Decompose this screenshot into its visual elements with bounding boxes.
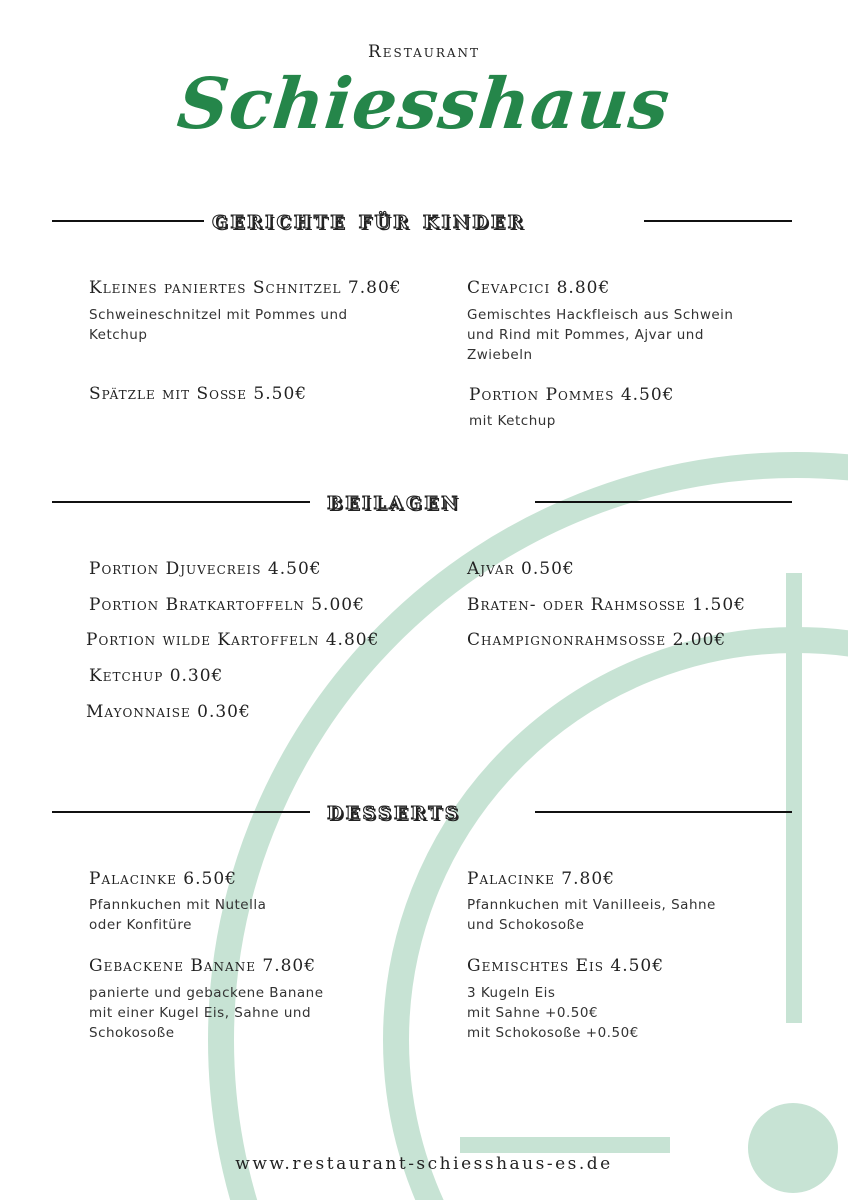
menu-item-name: Portion Pommes 4.50€ xyxy=(469,385,675,405)
menu-item-desc: oder Konfitüre xyxy=(89,917,192,933)
side-item: Portion Bratkartoffeln 5.00€ xyxy=(89,595,365,615)
section-rule-right xyxy=(535,501,792,503)
menu-item-desc: mit Sahne +0.50€ xyxy=(467,1005,598,1021)
side-item: Portion Djuvecreis 4.50€ xyxy=(89,559,322,579)
website-footer: www.restaurant-schiesshaus-es.de xyxy=(235,1154,613,1174)
section-rule-right xyxy=(535,811,792,813)
menu-item-desc: mit einer Kugel Eis, Sahne und xyxy=(89,1005,312,1021)
side-item: Braten- oder Rahmsoße 1.50€ xyxy=(467,595,746,615)
menu-item-desc: Ketchup xyxy=(89,327,148,343)
menu-item-name: Palacinke 7.80€ xyxy=(467,869,615,889)
menu-item-desc: 3 Kugeln Eis xyxy=(467,985,556,1001)
menu-item-name: Spätzle mit Soße 5.50€ xyxy=(89,384,308,404)
menu-item-desc: und Schokosoße xyxy=(467,917,585,933)
section-title-desserts: desserts xyxy=(327,796,461,825)
section-rule-left xyxy=(52,501,310,503)
menu-item-name: Cevapcici 8.80€ xyxy=(467,278,611,298)
side-item: Portion wilde Kartoffeln 4.80€ xyxy=(86,630,380,650)
menu-item-desc: Schweineschnitzel mit Pommes und xyxy=(89,307,348,323)
section-rule-right xyxy=(644,220,792,222)
side-item: Champignonrahmsoße 2.00€ xyxy=(467,630,727,650)
menu-item-desc: Gemischtes Hackfleisch aus Schwein xyxy=(467,307,734,323)
menu-item-name: Gebackene Banane 7.80€ xyxy=(89,956,317,976)
menu-item-name: Gemischtes Eis 4.50€ xyxy=(467,956,665,976)
restaurant-kicker: Restaurant xyxy=(367,42,481,62)
section-rule-left xyxy=(52,220,204,222)
menu-item-name: Palacinke 6.50€ xyxy=(89,869,237,889)
side-item: Mayonnaise 0.30€ xyxy=(86,702,251,722)
menu-item-desc: Schokosoße xyxy=(89,1025,175,1041)
menu-item-desc: Pfannkuchen mit Nutella xyxy=(89,897,267,913)
section-title-beilagen: beilagen xyxy=(327,486,461,515)
menu-item-desc: Zwiebeln xyxy=(467,347,533,363)
brand-logo: Schiesshaus xyxy=(173,62,675,145)
menu-item-desc: panierte und gebackene Banane xyxy=(89,985,324,1001)
side-item: Ajvar 0.50€ xyxy=(467,559,575,579)
menu-item-desc: Pfannkuchen mit Vanilleeis, Sahne xyxy=(467,897,716,913)
menu-item-desc: mit Ketchup xyxy=(469,413,556,429)
menu-item-desc: und Rind mit Pommes, Ajvar und xyxy=(467,327,704,343)
side-item: Ketchup 0.30€ xyxy=(89,666,224,686)
section-rule-left xyxy=(52,811,310,813)
menu-item-desc: mit Schokosoße +0.50€ xyxy=(467,1025,639,1041)
menu-item-name: Kleines paniertes Schnitzel 7.80€ xyxy=(89,278,402,298)
section-title-kinder: gerichte für kinder xyxy=(212,205,526,234)
